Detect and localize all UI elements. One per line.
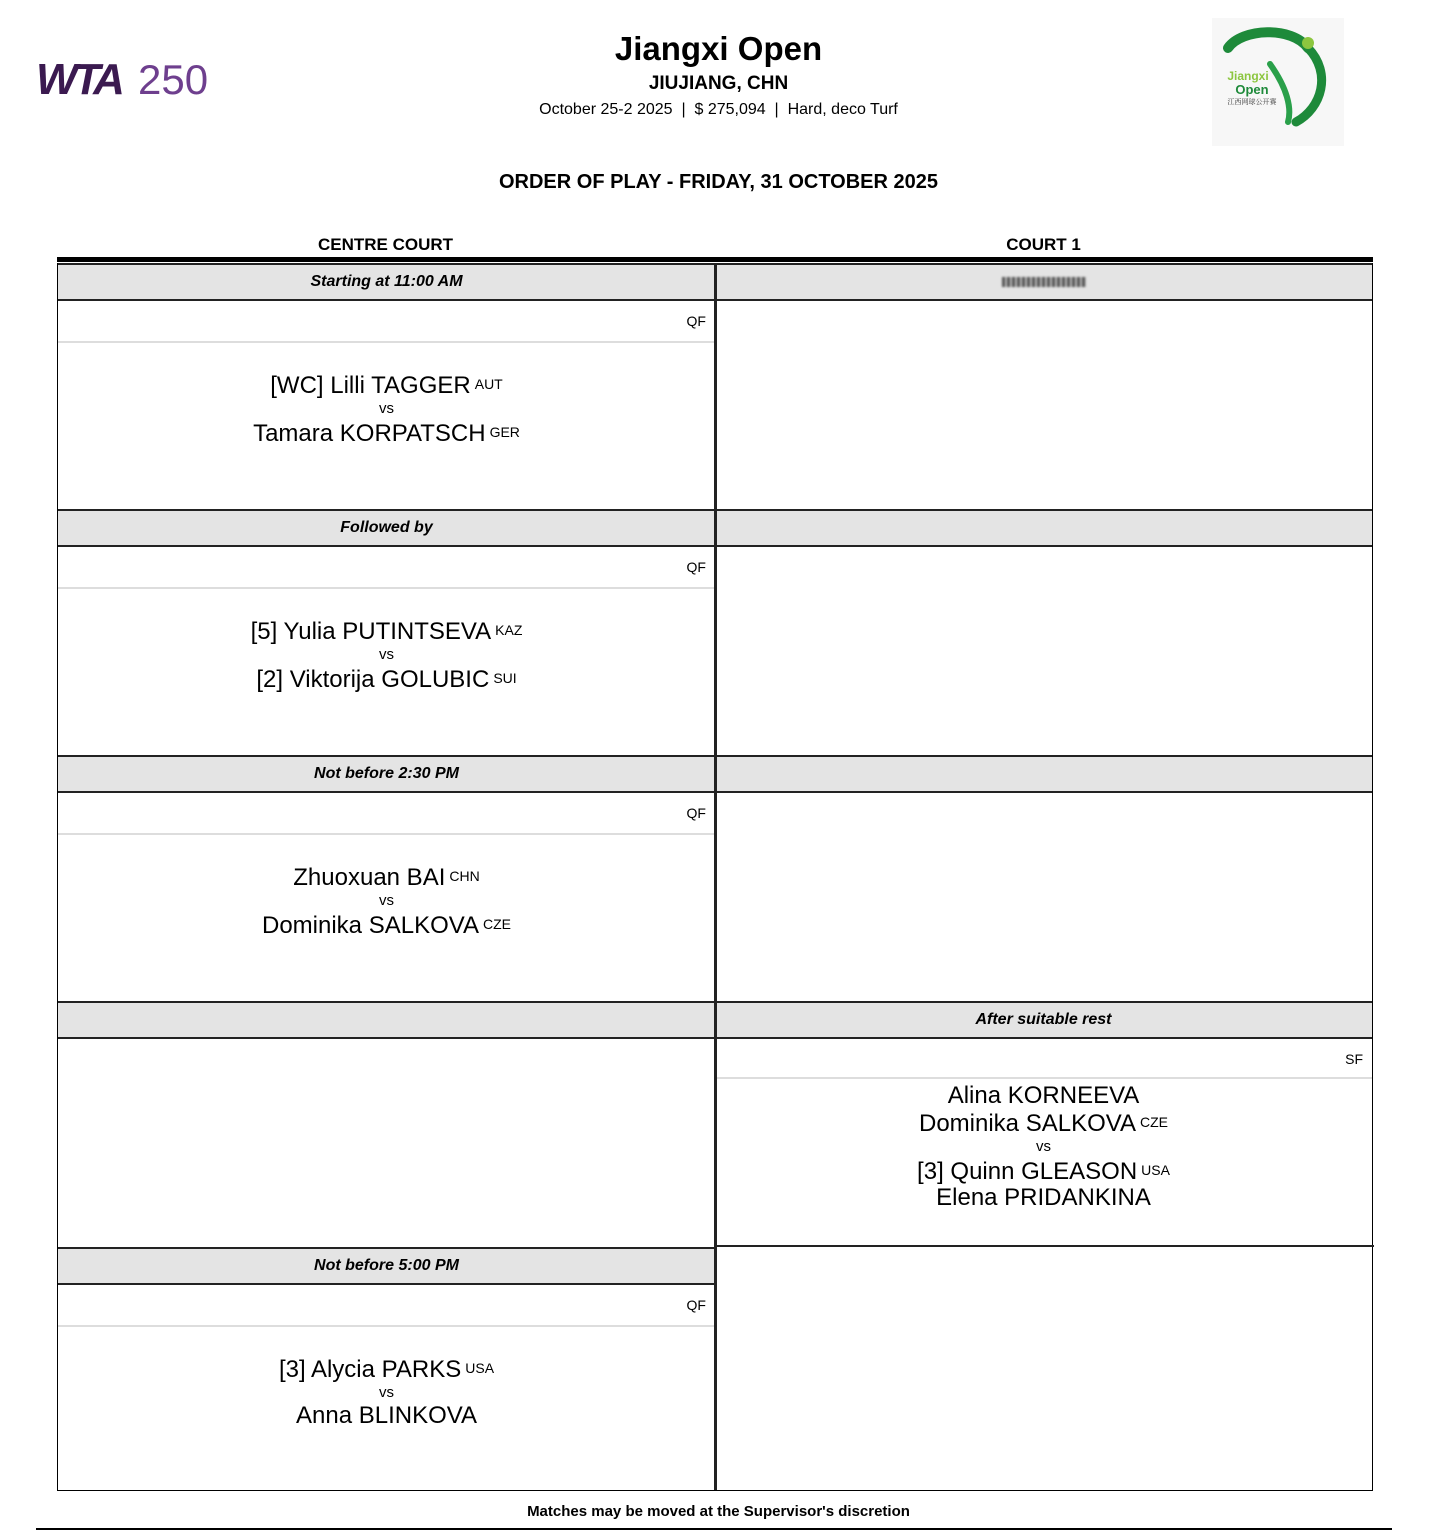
slot-time-label: Not before 2:30 PM bbox=[58, 755, 715, 793]
player-seed: [5] bbox=[250, 618, 278, 645]
slot-time-label: Starting at 11:00 AM bbox=[58, 263, 715, 301]
slot-time-label-empty bbox=[58, 1001, 715, 1039]
slot-time-label-blurred bbox=[715, 263, 1372, 301]
player-nationality: CZE bbox=[1139, 1114, 1168, 1130]
court-header-court1: COURT 1 bbox=[1006, 235, 1081, 254]
vs-label: vs bbox=[379, 646, 394, 663]
player-name: Viktorija GOLUBIC bbox=[289, 666, 490, 693]
match-cell bbox=[58, 793, 715, 1001]
player-name: Lilli TAGGER bbox=[330, 372, 471, 399]
bottom-rule bbox=[36, 1528, 1392, 1530]
logo-line2: Open bbox=[1235, 82, 1269, 97]
player-nationality: USA bbox=[465, 1360, 495, 1376]
player-nationality: AUT bbox=[474, 376, 503, 392]
player-name: Elena PRIDANKINA bbox=[936, 1184, 1151, 1211]
blurred-text bbox=[1002, 277, 1086, 287]
match-cell bbox=[715, 1039, 1372, 1245]
round-label: QF bbox=[686, 313, 706, 329]
vs-label: vs bbox=[379, 1384, 394, 1401]
player-seed: [WC] bbox=[270, 372, 324, 399]
match-players bbox=[58, 371, 715, 447]
player-nationality: CZE bbox=[482, 916, 511, 932]
vs-label: vs bbox=[1036, 1138, 1051, 1155]
player-name: Alina KORNEEVA bbox=[947, 1082, 1140, 1109]
logo-line1: Jiangxi bbox=[1227, 69, 1269, 83]
court-header-centre: CENTRE COURT bbox=[317, 235, 454, 254]
wta-logo-tier: 250 bbox=[138, 56, 209, 103]
match-players bbox=[58, 863, 715, 939]
match-players-doubles bbox=[715, 1083, 1372, 1211]
player-name: Yulia PUTINTSEVA bbox=[283, 618, 492, 645]
player-line bbox=[58, 371, 715, 399]
column-divider bbox=[714, 263, 717, 1490]
slot-time-label: Not before 5:00 PM bbox=[58, 1247, 715, 1285]
player-line bbox=[58, 419, 715, 447]
match-players bbox=[58, 1355, 715, 1429]
slot-time-label-empty bbox=[715, 509, 1372, 547]
footer-note: Matches may be moved at the Supervisor's discretion bbox=[527, 1503, 910, 1520]
logo-line3: 江西网球公开赛 bbox=[1227, 98, 1277, 106]
slot-time-label: After suitable rest bbox=[715, 1001, 1372, 1039]
round-label: QF bbox=[686, 1297, 706, 1313]
tournament-details: October 25-2 2025 | $ 275,094 | Hard, deco Turf bbox=[539, 101, 898, 118]
match-cell bbox=[58, 1285, 715, 1491]
player-name: Dominika SALKOVA bbox=[919, 1110, 1136, 1137]
vs-label: vs bbox=[379, 892, 394, 909]
slot-time-label-empty bbox=[715, 755, 1372, 793]
player-seed: [2] bbox=[256, 666, 284, 693]
schedule-grid bbox=[57, 263, 1373, 1491]
tournament-title: Jiangxi Open bbox=[614, 30, 823, 67]
tournament-location: JIUJIANG, CHN bbox=[648, 73, 789, 94]
header-rule bbox=[57, 257, 1373, 262]
player-name: Dominika SALKOVA bbox=[262, 912, 479, 939]
player-name: Quinn GLEASON bbox=[950, 1158, 1138, 1185]
player-name: Zhuoxuan BAI bbox=[293, 864, 446, 891]
slot-time-label: Followed by bbox=[58, 509, 715, 547]
player-seed: [3] bbox=[917, 1158, 944, 1185]
player-nationality: KAZ bbox=[495, 622, 523, 638]
player-nationality: SUI bbox=[493, 670, 517, 686]
player-nationality: CHN bbox=[449, 868, 480, 884]
round-label: QF bbox=[686, 559, 706, 575]
player-name: Alycia PARKS bbox=[310, 1356, 462, 1383]
match-players bbox=[58, 617, 715, 693]
match-cell bbox=[58, 547, 715, 755]
round-label: SF bbox=[1345, 1051, 1363, 1067]
player-name: Anna BLINKOVA bbox=[296, 1402, 477, 1429]
player-nationality: USA bbox=[1141, 1162, 1170, 1178]
player-nationality: GER bbox=[489, 424, 520, 440]
match-cell bbox=[58, 301, 715, 509]
vs-label: vs bbox=[379, 400, 394, 417]
player-seed: [3] bbox=[278, 1356, 306, 1383]
order-of-play-title: ORDER OF PLAY - FRIDAY, 31 OCTOBER 2025 bbox=[498, 171, 939, 193]
wta-logo-text: WTA bbox=[36, 55, 121, 104]
player-name: Tamara KORPATSCH bbox=[253, 420, 486, 447]
round-label: QF bbox=[686, 805, 706, 821]
